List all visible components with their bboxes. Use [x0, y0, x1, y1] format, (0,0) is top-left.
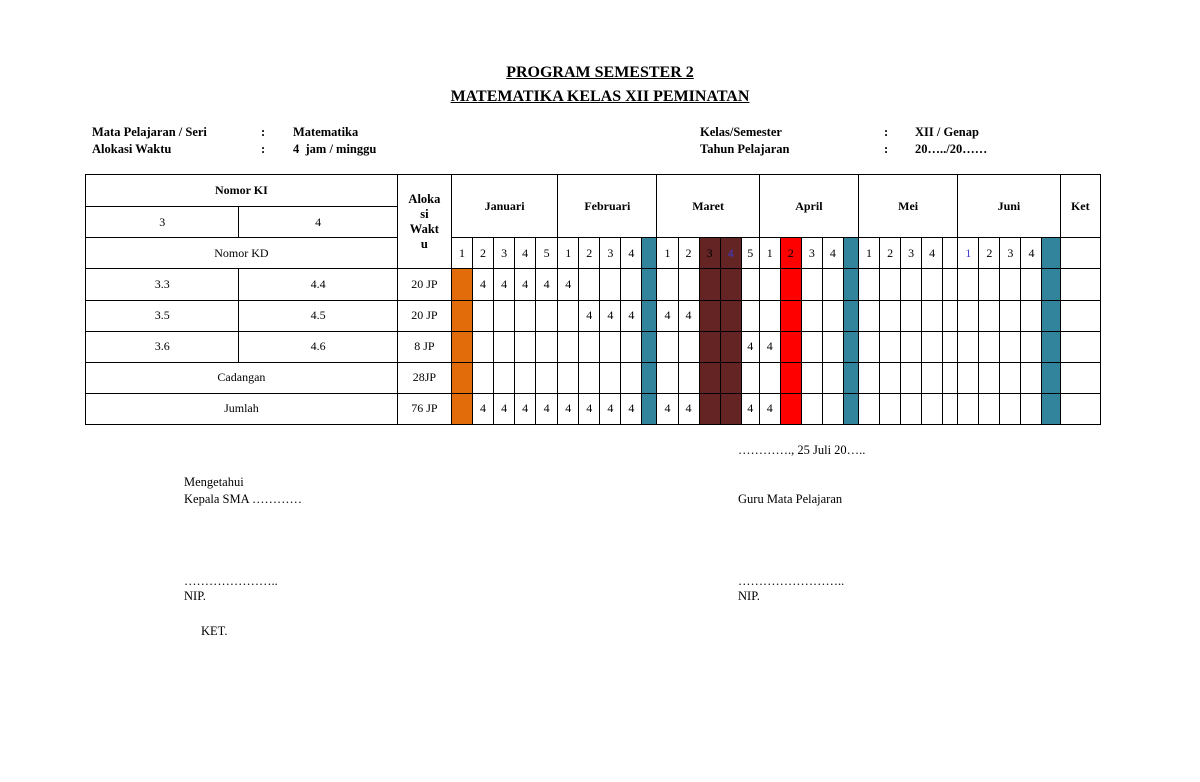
table-row [86, 362, 1101, 393]
schedule-cell: 4 [759, 393, 780, 424]
schedule-cell [699, 362, 720, 393]
schedule-cell [720, 362, 741, 393]
schedule-cell [1021, 300, 1042, 331]
right-signature-line: …………………….. [738, 574, 845, 588]
alokasi-header-line: u [420, 236, 428, 251]
schedule-cell [922, 393, 943, 424]
schedule-cell [780, 300, 801, 331]
schedule-cell: 4 [558, 393, 579, 424]
schedule-cell [621, 331, 642, 362]
schedule-cell: 4 [494, 393, 515, 424]
month-mei: Mei [859, 175, 958, 238]
week-cell: 2 [979, 238, 1000, 269]
kelas-label: Kelas/Semester [700, 125, 782, 139]
schedule-cell [943, 269, 958, 300]
week-cell: 1 [859, 238, 880, 269]
ki-4-header: 4 [239, 207, 397, 238]
table-row [86, 269, 1101, 300]
alokasi-cell: 20 JP [397, 269, 451, 300]
schedule-cell: 4 [759, 331, 780, 362]
kd-label: Jumlah [86, 393, 398, 424]
schedule-cell: 4 [678, 300, 699, 331]
kelas-colon: : [884, 125, 889, 139]
schedule-cell [843, 393, 858, 424]
schedule-cell [579, 269, 600, 300]
schedule-cell [451, 393, 472, 424]
table-row [86, 393, 1101, 424]
schedule-cell [901, 269, 922, 300]
week-cell: 3 [699, 238, 720, 269]
schedule-cell [1021, 331, 1042, 362]
schedule-cell [1000, 393, 1021, 424]
ket-cell [1060, 269, 1100, 300]
place-date: …………., 25 Juli 20….. [738, 443, 866, 457]
schedule-cell [843, 331, 858, 362]
schedule-cell: 4 [600, 393, 621, 424]
month-januari: Januari [451, 175, 557, 238]
schedule-cell [657, 331, 678, 362]
schedule-cell [642, 300, 657, 331]
alokasi-colon: : [261, 142, 266, 156]
schedule-cell [515, 362, 536, 393]
schedule-cell [759, 269, 780, 300]
week-cell: 4 [922, 238, 943, 269]
ket-cell [1060, 362, 1100, 393]
schedule-cell [678, 362, 699, 393]
schedule-cell: 4 [515, 393, 536, 424]
schedule-cell [880, 300, 901, 331]
schedule-cell: 4 [621, 393, 642, 424]
alokasi-header-line: Wakt [409, 221, 439, 236]
schedule-cell [515, 331, 536, 362]
schedule-cell [922, 300, 943, 331]
schedule-cell: 4 [621, 300, 642, 331]
schedule-cell [741, 300, 759, 331]
schedule-cell: 4 [515, 269, 536, 300]
mengetahui-label: Mengetahui [184, 475, 244, 489]
schedule-cell [741, 269, 759, 300]
schedule-cell [699, 300, 720, 331]
week-cell: 3 [1000, 238, 1021, 269]
schedule-cell: 4 [536, 269, 558, 300]
tahun-value: 20…../20…… [915, 142, 988, 156]
schedule-cell [558, 331, 579, 362]
schedule-cell [859, 362, 880, 393]
schedule-cell [759, 362, 780, 393]
week-cell: 1 [958, 238, 979, 269]
month-april: April [759, 175, 858, 238]
schedule-cell [1000, 269, 1021, 300]
week-cell: 2 [880, 238, 901, 269]
schedule-cell [958, 362, 979, 393]
nomor-ki-header: Nomor KI [86, 175, 398, 207]
schedule-cell [801, 269, 822, 300]
schedule-cell [859, 331, 880, 362]
kd-4-cell: 4.5 [239, 300, 397, 331]
schedule-cell [901, 393, 922, 424]
week-cell: 4 [822, 238, 843, 269]
schedule-cell [801, 331, 822, 362]
schedule-cell [600, 269, 621, 300]
schedule-cell [642, 362, 657, 393]
schedule-cell [901, 300, 922, 331]
alokasi-cell: 28JP [397, 362, 451, 393]
schedule-cell [901, 331, 922, 362]
schedule-cell [759, 300, 780, 331]
schedule-cell: 4 [494, 269, 515, 300]
schedule-cell: 4 [678, 393, 699, 424]
schedule-cell [1021, 269, 1042, 300]
schedule-cell [720, 269, 741, 300]
schedule-cell [515, 300, 536, 331]
schedule-cell [699, 331, 720, 362]
ket-cell [1060, 300, 1100, 331]
schedule-cell [720, 331, 741, 362]
schedule-cell [451, 331, 472, 362]
schedule-cell [1000, 300, 1021, 331]
kd-label: Cadangan [86, 362, 398, 393]
schedule-cell [979, 300, 1000, 331]
schedule-cell [801, 300, 822, 331]
week-cell: 2 [678, 238, 699, 269]
week-cell: 1 [657, 238, 678, 269]
schedule-cell [473, 300, 494, 331]
schedule-cell [901, 362, 922, 393]
week-cell: 1 [558, 238, 579, 269]
schedule-cell [642, 269, 657, 300]
document-title: PROGRAM SEMESTER 2 [506, 64, 694, 81]
schedule-cell [600, 362, 621, 393]
alokasi-header-line: si [420, 206, 429, 221]
schedule-cell [621, 362, 642, 393]
schedule-cell [880, 269, 901, 300]
alokasi-waktu-header [397, 175, 451, 269]
week-row [86, 238, 1101, 269]
schedule-cell [494, 300, 515, 331]
schedule-cell [657, 269, 678, 300]
week-cell [642, 238, 657, 269]
table-row [86, 300, 1101, 331]
week-cell: 5 [536, 238, 558, 269]
schedule-cell: 4 [657, 393, 678, 424]
week-cell: 4 [515, 238, 536, 269]
alokasi-cell: 8 JP [397, 331, 451, 362]
alokasi-cell: 20 JP [397, 300, 451, 331]
schedule-cell [642, 393, 657, 424]
schedule-cell [579, 331, 600, 362]
schedule-cell: 4 [473, 269, 494, 300]
tahun-label: Tahun Pelajaran [700, 142, 790, 156]
schedule-cell [1042, 331, 1060, 362]
schedule-cell [843, 362, 858, 393]
schedule-cell [720, 300, 741, 331]
schedule-cell [843, 300, 858, 331]
schedule-cell [822, 300, 843, 331]
schedule-cell [801, 393, 822, 424]
week-cell [1042, 238, 1060, 269]
schedule-cell [943, 362, 958, 393]
week-cell: 1 [759, 238, 780, 269]
schedule-cell [536, 300, 558, 331]
schedule-cell: 4 [536, 393, 558, 424]
week-cell: 4 [621, 238, 642, 269]
schedule-cell: 4 [579, 300, 600, 331]
schedule-cell [642, 331, 657, 362]
schedule-cell [922, 269, 943, 300]
schedule-cell [822, 393, 843, 424]
week-cell: 3 [801, 238, 822, 269]
schedule-cell [558, 362, 579, 393]
week-cell: 3 [494, 238, 515, 269]
schedule-cell [678, 331, 699, 362]
week-cell: 2 [473, 238, 494, 269]
left-signature-line: ………………….. [184, 574, 278, 588]
schedule-cell [943, 331, 958, 362]
week-cell [843, 238, 858, 269]
week-cell: 5 [741, 238, 759, 269]
schedule-cell [843, 269, 858, 300]
month-juni: Juni [958, 175, 1060, 238]
kd-3-cell: 3.3 [86, 269, 239, 300]
schedule-cell [1042, 393, 1060, 424]
schedule-cell [880, 362, 901, 393]
ket-label: KET. [201, 624, 228, 638]
ket-cell [1060, 393, 1100, 424]
schedule-cell [579, 362, 600, 393]
schedule-cell [699, 393, 720, 424]
tahun-colon: : [884, 142, 889, 156]
schedule-cell [822, 269, 843, 300]
kelas-value: XII / Genap [915, 125, 979, 139]
alokasi-label: Alokasi Waktu [92, 142, 172, 156]
week-cell: 4 [720, 238, 741, 269]
schedule-cell: 4 [600, 300, 621, 331]
schedule-cell [1042, 362, 1060, 393]
ket-week-cell [1060, 238, 1100, 269]
kd-3-cell: 3.5 [86, 300, 239, 331]
schedule-cell [958, 269, 979, 300]
schedule-cell: 4 [741, 331, 759, 362]
nomor-kd-header: Nomor KD [86, 238, 398, 269]
schedule-cell [780, 269, 801, 300]
schedule-cell [943, 393, 958, 424]
schedule-cell [780, 331, 801, 362]
week-cell: 4 [1021, 238, 1042, 269]
week-cell: 2 [780, 238, 801, 269]
schedule-cell [1021, 393, 1042, 424]
schedule-cell [780, 362, 801, 393]
week-cell: 3 [901, 238, 922, 269]
schedule-cell [621, 269, 642, 300]
schedule-cell [451, 269, 472, 300]
semester-program-table [85, 174, 1101, 425]
schedule-cell [600, 331, 621, 362]
kd-3-cell: 3.6 [86, 331, 239, 362]
schedule-cell [880, 393, 901, 424]
document-subtitle: MATEMATIKA KELAS XII PEMINATAN [450, 88, 750, 105]
schedule-cell [922, 331, 943, 362]
schedule-cell [1042, 300, 1060, 331]
schedule-cell [822, 331, 843, 362]
nip-right: NIP. [738, 589, 760, 603]
schedule-cell [922, 362, 943, 393]
schedule-cell [1021, 362, 1042, 393]
schedule-cell [979, 269, 1000, 300]
schedule-cell [880, 331, 901, 362]
schedule-cell: 4 [473, 393, 494, 424]
month-maret: Maret [657, 175, 759, 238]
schedule-cell: 4 [558, 269, 579, 300]
week-cell: 1 [451, 238, 472, 269]
alokasi-cell: 76 JP [397, 393, 451, 424]
schedule-cell [536, 331, 558, 362]
schedule-cell [979, 362, 1000, 393]
schedule-cell [979, 393, 1000, 424]
mapel-label: Mata Pelajaran / Seri [92, 125, 207, 139]
table-row [86, 331, 1101, 362]
kepala-sekolah-label: Kepala SMA ………… [184, 492, 303, 506]
alokasi-header-line: Aloka [408, 191, 441, 206]
schedule-cell: 4 [741, 393, 759, 424]
week-cell [943, 238, 958, 269]
alokasi-value: 4 jam / minggu [293, 142, 377, 156]
schedule-cell [720, 393, 741, 424]
mapel-value: Matematika [293, 125, 359, 139]
kd-4-cell: 4.6 [239, 331, 397, 362]
month-februari: Februari [558, 175, 657, 238]
ki-3-header: 3 [86, 207, 239, 238]
schedule-cell [859, 269, 880, 300]
schedule-cell [473, 362, 494, 393]
mapel-colon: : [261, 125, 266, 139]
ket-header: Ket [1060, 175, 1100, 238]
schedule-cell [657, 362, 678, 393]
table-body [86, 269, 1101, 425]
schedule-cell: 4 [657, 300, 678, 331]
schedule-cell [451, 362, 472, 393]
schedule-cell [859, 300, 880, 331]
week-cell: 3 [600, 238, 621, 269]
ket-cell [1060, 331, 1100, 362]
schedule-cell [780, 393, 801, 424]
schedule-cell [473, 331, 494, 362]
schedule-cell [979, 331, 1000, 362]
week-cell: 2 [579, 238, 600, 269]
schedule-cell [958, 331, 979, 362]
schedule-cell [741, 362, 759, 393]
schedule-cell [1000, 362, 1021, 393]
schedule-cell [536, 362, 558, 393]
schedule-cell [494, 331, 515, 362]
schedule-cell [943, 300, 958, 331]
schedule-cell [801, 362, 822, 393]
nip-left: NIP. [184, 589, 206, 603]
schedule-cell [958, 393, 979, 424]
schedule-cell [678, 269, 699, 300]
schedule-cell [699, 269, 720, 300]
schedule-cell [451, 300, 472, 331]
guru-label: Guru Mata Pelajaran [738, 492, 843, 506]
schedule-cell [494, 362, 515, 393]
schedule-cell [1042, 269, 1060, 300]
schedule-cell: 4 [579, 393, 600, 424]
schedule-cell [822, 362, 843, 393]
schedule-cell [558, 300, 579, 331]
schedule-cell [859, 393, 880, 424]
schedule-cell [958, 300, 979, 331]
schedule-cell [1000, 331, 1021, 362]
kd-4-cell: 4.4 [239, 269, 397, 300]
